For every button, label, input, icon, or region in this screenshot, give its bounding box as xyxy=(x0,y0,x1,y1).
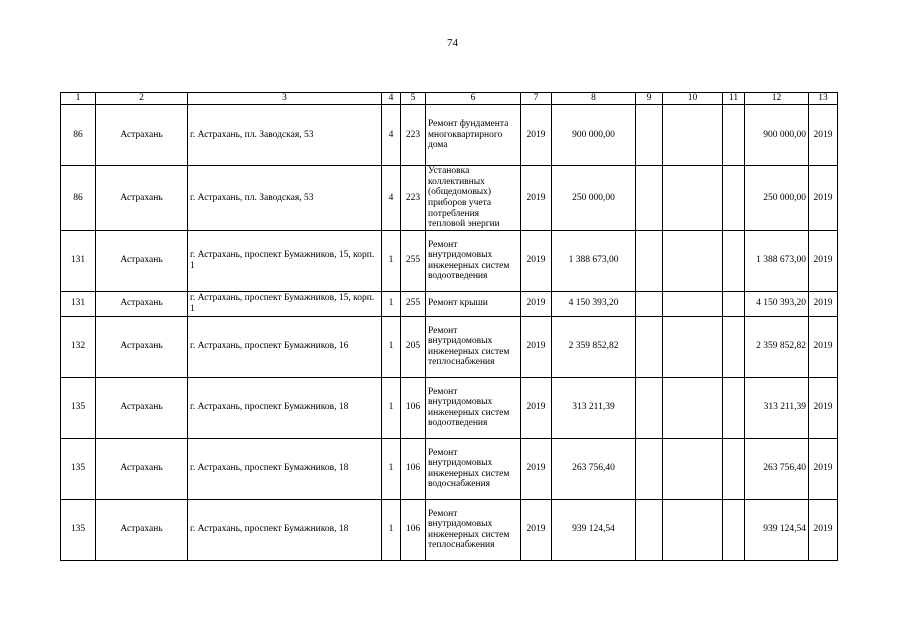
cell-col9 xyxy=(636,438,663,499)
cell-col9 xyxy=(636,230,663,291)
row-number-cell: 131 xyxy=(61,230,96,291)
table-row xyxy=(61,438,838,499)
address-cell: г. Астрахань, проспект Бумажников, 16 xyxy=(188,316,382,377)
column-header: 12 xyxy=(745,93,809,105)
capital-repair-table xyxy=(60,92,838,561)
cell-col5: 223 xyxy=(401,166,426,231)
municipality-cell: Астрахань xyxy=(96,499,188,560)
year-cell: 2019 xyxy=(521,105,552,166)
column-header: 7 xyxy=(521,93,552,105)
cost-cell: 900 000,00 xyxy=(552,105,636,166)
cell-col11 xyxy=(723,166,745,231)
cell-col10 xyxy=(663,499,723,560)
cost-cell: 2 359 852,82 xyxy=(552,316,636,377)
column-header: 1 xyxy=(61,93,96,105)
cell-col9 xyxy=(636,377,663,438)
total-cell: 900 000,00 xyxy=(745,105,809,166)
total-cell: 939 124,54 xyxy=(745,499,809,560)
cell-col11 xyxy=(723,316,745,377)
row-number-cell: 135 xyxy=(61,438,96,499)
column-header: 4 xyxy=(382,93,401,105)
cell-col5: 255 xyxy=(401,291,426,316)
total-cell: 250 000,00 xyxy=(745,166,809,231)
column-header: 9 xyxy=(636,93,663,105)
address-cell: г. Астрахань, проспект Бумажников, 18 xyxy=(188,438,382,499)
municipality-cell: Астрахань xyxy=(96,230,188,291)
work-type-cell: Ремонт внутридомовых инженерных систем теплоснабжения xyxy=(426,316,521,377)
cell-col10 xyxy=(663,438,723,499)
cost-cell: 939 124,54 xyxy=(552,499,636,560)
table-row xyxy=(61,499,838,560)
year-cell: 2019 xyxy=(521,316,552,377)
work-type-cell: Ремонт фундамента многоквартирного дома xyxy=(426,105,521,166)
cell-col10 xyxy=(663,377,723,438)
cost-cell: 263 756,40 xyxy=(552,438,636,499)
cost-cell: 1 388 673,00 xyxy=(552,230,636,291)
address-cell: г. Астрахань, проспект Бумажников, 18 xyxy=(188,499,382,560)
total-cell: 4 150 393,20 xyxy=(745,291,809,316)
end-year-cell: 2019 xyxy=(809,105,838,166)
table-row xyxy=(61,166,838,231)
table-row xyxy=(61,291,838,316)
end-year-cell: 2019 xyxy=(809,166,838,231)
end-year-cell: 2019 xyxy=(809,377,838,438)
table-row xyxy=(61,316,838,377)
address-cell: г. Астрахань, проспект Бумажников, 15, корп. 1 xyxy=(188,230,382,291)
end-year-cell: 2019 xyxy=(809,499,838,560)
cell-col9 xyxy=(636,166,663,231)
cell-col4: 1 xyxy=(382,499,401,560)
cell-col11 xyxy=(723,438,745,499)
municipality-cell: Астрахань xyxy=(96,291,188,316)
table-row xyxy=(61,230,838,291)
end-year-cell: 2019 xyxy=(809,316,838,377)
cell-col5: 205 xyxy=(401,316,426,377)
total-cell: 263 756,40 xyxy=(745,438,809,499)
end-year-cell: 2019 xyxy=(809,438,838,499)
page-number: 74 xyxy=(447,37,458,49)
cell-col11 xyxy=(723,499,745,560)
row-number-cell: 86 xyxy=(61,166,96,231)
total-cell: 2 359 852,82 xyxy=(745,316,809,377)
column-header: 2 xyxy=(96,93,188,105)
cell-col10 xyxy=(663,105,723,166)
cell-col5: 106 xyxy=(401,499,426,560)
year-cell: 2019 xyxy=(521,377,552,438)
row-number-cell: 86 xyxy=(61,105,96,166)
column-header: 3 xyxy=(188,93,382,105)
year-cell: 2019 xyxy=(521,438,552,499)
cell-col9 xyxy=(636,316,663,377)
cell-col11 xyxy=(723,377,745,438)
cell-col9 xyxy=(636,105,663,166)
year-cell: 2019 xyxy=(521,230,552,291)
year-cell: 2019 xyxy=(521,499,552,560)
cell-col4: 1 xyxy=(382,291,401,316)
total-cell: 313 211,39 xyxy=(745,377,809,438)
cell-col5: 106 xyxy=(401,377,426,438)
cell-col9 xyxy=(636,291,663,316)
cell-col10 xyxy=(663,230,723,291)
total-cell: 1 388 673,00 xyxy=(745,230,809,291)
address-cell: г. Астрахань, пл. Заводская, 53 xyxy=(188,166,382,231)
column-header: 5 xyxy=(401,93,426,105)
cell-col4: 4 xyxy=(382,166,401,231)
year-cell: 2019 xyxy=(521,291,552,316)
column-header: 10 xyxy=(663,93,723,105)
end-year-cell: 2019 xyxy=(809,291,838,316)
cell-col4: 1 xyxy=(382,377,401,438)
cost-cell: 313 211,39 xyxy=(552,377,636,438)
cell-col11 xyxy=(723,230,745,291)
cell-col4: 4 xyxy=(382,105,401,166)
municipality-cell: Астрахань xyxy=(96,105,188,166)
municipality-cell: Астрахань xyxy=(96,377,188,438)
cell-col11 xyxy=(723,105,745,166)
cost-cell: 4 150 393,20 xyxy=(552,291,636,316)
header-row xyxy=(61,93,838,105)
work-type-cell: Установка коллективных (общедомовых) приборов учета потребления тепловой энергии xyxy=(426,166,521,231)
cell-col5: 223 xyxy=(401,105,426,166)
cell-col4: 1 xyxy=(382,438,401,499)
cost-cell: 250 000,00 xyxy=(552,166,636,231)
work-type-cell: Ремонт внутридомовых инженерных систем теплоснабжения xyxy=(426,499,521,560)
column-header: 6 xyxy=(426,93,521,105)
address-cell: г. Астрахань, проспект Бумажников, 18 xyxy=(188,377,382,438)
cell-col11 xyxy=(723,291,745,316)
address-cell: г. Астрахань, пл. Заводская, 53 xyxy=(188,105,382,166)
end-year-cell: 2019 xyxy=(809,230,838,291)
column-header: 11 xyxy=(723,93,745,105)
row-number-cell: 135 xyxy=(61,499,96,560)
cell-col4: 1 xyxy=(382,230,401,291)
cell-col10 xyxy=(663,316,723,377)
cell-col10 xyxy=(663,166,723,231)
table-row xyxy=(61,377,838,438)
work-type-cell: Ремонт внутридомовых инженерных систем водоотведения xyxy=(426,377,521,438)
work-type-cell: Ремонт внутридомовых инженерных систем водоснабжения xyxy=(426,438,521,499)
work-type-cell: Ремонт внутридомовых инженерных систем водоотведения xyxy=(426,230,521,291)
row-number-cell: 131 xyxy=(61,291,96,316)
cell-col10 xyxy=(663,291,723,316)
address-cell: г. Астрахань, проспект Бумажников, 15, корп. 1 xyxy=(188,291,382,316)
cell-col4: 1 xyxy=(382,316,401,377)
municipality-cell: Астрахань xyxy=(96,316,188,377)
row-number-cell: 132 xyxy=(61,316,96,377)
municipality-cell: Астрахань xyxy=(96,438,188,499)
row-number-cell: 135 xyxy=(61,377,96,438)
cell-col5: 255 xyxy=(401,230,426,291)
cell-col5: 106 xyxy=(401,438,426,499)
table-row xyxy=(61,105,838,166)
municipality-cell: Астрахань xyxy=(96,166,188,231)
column-header: 13 xyxy=(809,93,838,105)
work-type-cell: Ремонт крыши xyxy=(426,291,521,316)
year-cell: 2019 xyxy=(521,166,552,231)
cell-col9 xyxy=(636,499,663,560)
column-header: 8 xyxy=(552,93,636,105)
